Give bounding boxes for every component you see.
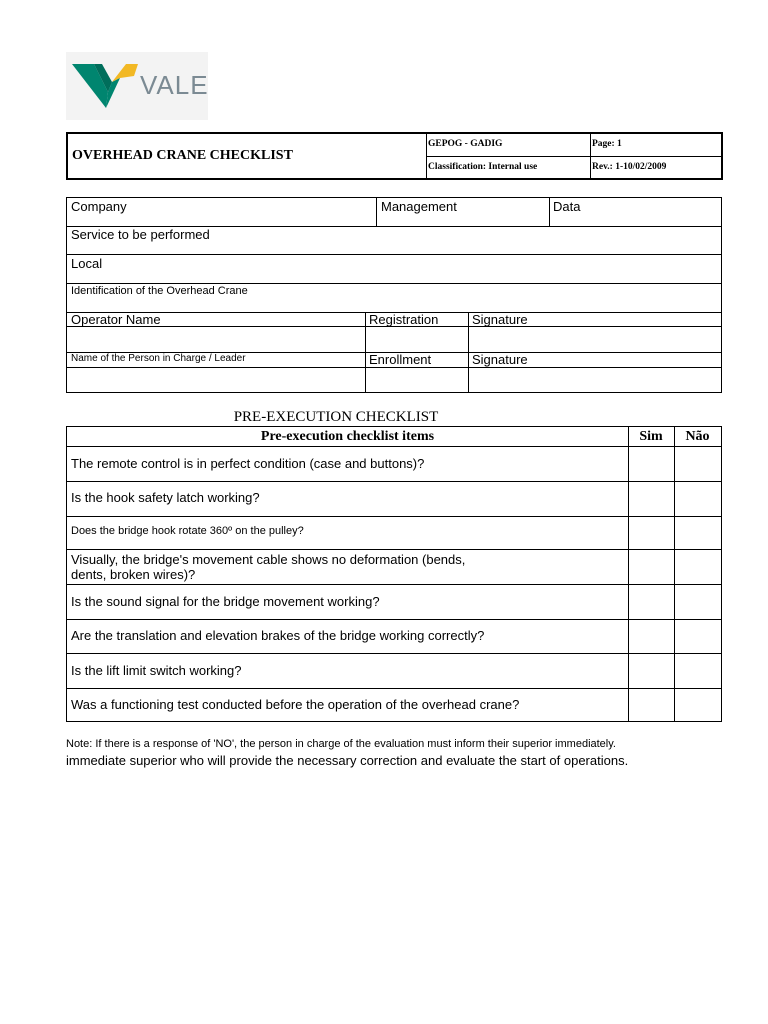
document-title: OVERHEAD CRANE CHECKLIST [72, 148, 293, 163]
checklist-item: Are the translation and elevation brakes of the bridge working correctly? [71, 628, 485, 643]
divider [468, 312, 469, 392]
document-code: GEPOG - GADIG [428, 139, 503, 149]
column-header-items: Pre-execution checklist items [260, 429, 435, 444]
document-header [66, 132, 723, 180]
note-line-2: immediate superior who will provide the necessary correction and evaluate the start of operations. [66, 753, 629, 768]
checklist-item: Visually, the bridge's movement cable shows no deformation (bends, [71, 552, 466, 567]
data-label: Data [553, 199, 581, 214]
signature-label: Signature [472, 352, 528, 367]
divider [67, 653, 721, 654]
divider [628, 427, 629, 721]
signature-label: Signature [472, 312, 528, 327]
divider [67, 283, 721, 284]
management-label: Management [381, 199, 457, 214]
checklist-item: Is the hook safety latch working? [71, 490, 260, 505]
checklist-title: PRE-EXECUTION CHECKLIST [233, 409, 439, 425]
column-header-no: Não [685, 429, 710, 444]
divider [365, 312, 366, 392]
company-label: Company [71, 199, 127, 214]
divider [549, 198, 550, 226]
checklist-item: Does the bridge hook rotate 360º on the pulley? [71, 525, 304, 537]
registration-label: Registration [369, 312, 439, 327]
divider [67, 619, 721, 620]
enrollment-label: Enrollment [369, 352, 432, 367]
checklist-item: The remote control is in perfect condition (case and buttons)? [71, 456, 425, 471]
person-in-charge-label: Name of the Person in Charge / Leader [71, 353, 246, 364]
vale-logo-icon [72, 60, 140, 112]
logo-text: VALE [140, 70, 209, 100]
checklist-item: dents, broken wires)? [71, 567, 196, 582]
operator-name-label: Operator Name [71, 312, 161, 327]
checklist-item: Is the sound signal for the bridge movement working? [71, 594, 380, 609]
classification: Classification: Internal use [428, 162, 538, 172]
divider [67, 481, 721, 482]
divider [67, 367, 721, 368]
local-label: Local [71, 256, 103, 271]
revision: Rev.: 1-10/02/2009 [592, 162, 667, 172]
divider [376, 198, 377, 226]
divider [67, 446, 721, 447]
info-table [66, 197, 722, 393]
divider [67, 584, 721, 585]
company-logo [66, 52, 208, 120]
checklist-item: Was a functioning test conducted before the operation of the overhead crane? [71, 697, 520, 712]
divider [67, 254, 721, 255]
service-label: Service to be performed [71, 227, 210, 242]
divider [674, 427, 675, 721]
divider [426, 156, 721, 157]
divider [67, 516, 721, 517]
divider [67, 688, 721, 689]
crane-identification-label: Identification of the Overhead Crane [71, 285, 248, 297]
divider [67, 549, 721, 550]
note-line-1: Note: If there is a response of 'NO', the person in charge of the evaluation must inform their superior immediately. [66, 738, 616, 750]
column-header-yes: Sim [639, 429, 663, 444]
checklist-table [66, 426, 722, 722]
checklist-item: Is the lift limit switch working? [71, 663, 242, 678]
page-number: Page: 1 [592, 139, 622, 149]
